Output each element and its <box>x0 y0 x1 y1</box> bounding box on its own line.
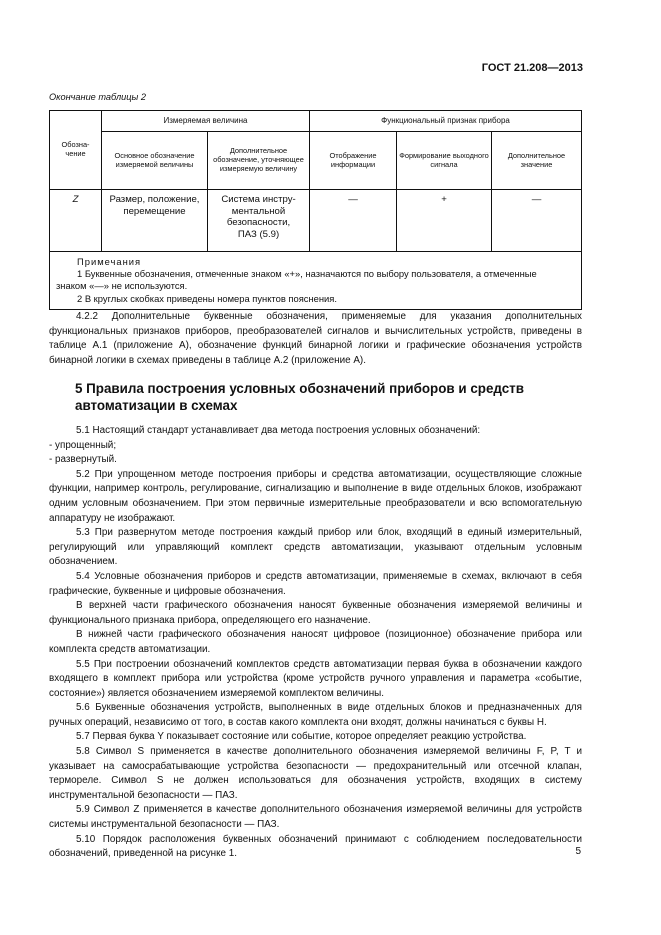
paragraph-5-9: 5.9 Символ Z применяется в качестве дополнительного обозначения измеряемой величины для устройств системы инструментальной безопасности — ПАЗ. <box>49 804 582 831</box>
cell-basic: Размер, положение, перемещение <box>102 190 208 252</box>
paragraph-4-2-2: 4.2.2 Дополнительные буквенные обозначения, применяемые для указания дополнительных функциональных признаков приборов, преобразователей сигналов и вычислительных устройств, приведены в таблице А.1 (приложение А), обозначение функций бинарной логики и графические обозначения устройств бинарной логики в схемах приведены в таблице А.2 (приложение А). <box>49 311 582 366</box>
subheader-output: Формирование выходного сигнала <box>397 132 492 190</box>
paragraph-5-3: 5.3 При развернутом методе построения каждый прибор или блок, входящий в единый измерительный, регулирующий или управляющий комплект средств автоматизации, указывают отдельным условным обозначением. <box>49 527 582 568</box>
paragraph-5-4-lower: В нижней части графического обозначения наносят цифровое (позиционное) обозначение прибора или комплекта средств автоматизации. <box>49 629 582 655</box>
notes-title: Примечания <box>77 256 142 267</box>
designation-table <box>49 110 582 310</box>
table-caption: Окончание таблицы 2 <box>49 92 146 102</box>
paragraph-5-6: 5.6 Буквенные обозначения устройств, выполненных в виде отдельных блоков и предназначенных для ручных операций, независимо от того, в состав какого комплекта они входят, должны начинаться с буквы Н. <box>49 702 582 728</box>
subheader-basic: Основное обозначение измеряемой величины <box>102 132 208 190</box>
paragraph-5-5: 5.5 При построении обозначений комплектов средств автоматизации первая буква в обозначении каждого входящего в комплект прибора или устройства (кроме устройств ручного управления и параметра «событие, состояние») является обозначением измеряемой комплектом величины. <box>49 658 582 699</box>
cell-display: — <box>310 190 397 252</box>
subheader-display: Отображение информации <box>310 132 397 190</box>
paragraph-5-10: 5.10 Порядок расположения буквенных обозначений принимают с соблюдением последовательности обозначений, приведенной на рисунке 1. <box>49 833 582 860</box>
header-functional-feature: Функциональный признак прибора <box>310 111 582 132</box>
table-notes <box>50 252 582 310</box>
paragraph-5-4: 5.4 Условные обозначения приборов и средств автоматизации, применяемые в схемах, включают в себя графические, буквенные и цифровые обозначения. <box>49 570 582 597</box>
cell-additional: Система инстру- ментальной безопасности, ПАЗ (5.9) <box>208 190 310 252</box>
list-item: - развернутый. <box>49 454 117 466</box>
cell-extra: — <box>492 190 582 252</box>
paragraph-5-2: 5.2 При упрощенном методе построения приборы и средства автоматизации, осуществляющие сложные функции, например контроль, регулирование, сигнализацию и выполнение в виде отдельных блоков, изображают одним условным обозначением. При этом первичные измерительные преобразователи и всю вспомогательную аппаратуру не изображают. <box>49 468 582 524</box>
page-number: 5 <box>575 846 581 857</box>
table-row <box>50 190 582 252</box>
paragraph-5-7: 5.7 Первая буква Y показывает состояние или событие, которое определяет реакцию устройства. <box>76 731 527 743</box>
header-designation: Обозна- чение <box>50 111 102 190</box>
note-1: 1 Буквенные обозначения, отмеченные знаком «+», назначаются по выбору пользователя, а отмеченные <box>77 268 537 280</box>
subheader-extra: Дополнительное значение <box>492 132 582 190</box>
paragraph-5-8: 5.8 Символ S применяется в качестве дополнительного обозначения измеряемой величины F, P, T и указывает на самосрабатывающие устройства безопасности — предохранительный или отсечной клапан, термореле. Символ S не должен использоваться для обозначения устройств, входящих в систему инструментальной безопасности — ПАЗ. <box>49 746 582 801</box>
subheader-additional: Дополнительное обозначение, уточняющее измеряемую величину <box>208 132 310 190</box>
paragraph-5-4-upper: В верхней части графического обозначения наносят буквенные обозначения измеряемой величины и функционального признака прибора, определяющего его назначение. <box>49 600 582 626</box>
note-2: 2 В круглых скобках приведены номера пунктов пояснения. <box>77 292 337 304</box>
standard-code: ГОСТ 21.208—2013 <box>481 62 583 74</box>
cell-output: + <box>397 190 492 252</box>
section-body <box>49 424 582 862</box>
note-1-continued: знаком «—» не используются. <box>56 280 188 292</box>
list-item: - упрощенный; <box>49 439 117 451</box>
header-measured-value: Измеряемая величина <box>102 111 310 132</box>
cell-designation: Z <box>50 190 102 252</box>
paragraph-5-1: 5.1 Настоящий стандарт устанавливает два метода построения условных обозначений: <box>76 425 481 436</box>
section-title: 5 Правила построения условных обозначений приборов и средств автоматизации в схемах <box>75 381 524 413</box>
paragraph-4-2-2-block <box>49 310 582 368</box>
